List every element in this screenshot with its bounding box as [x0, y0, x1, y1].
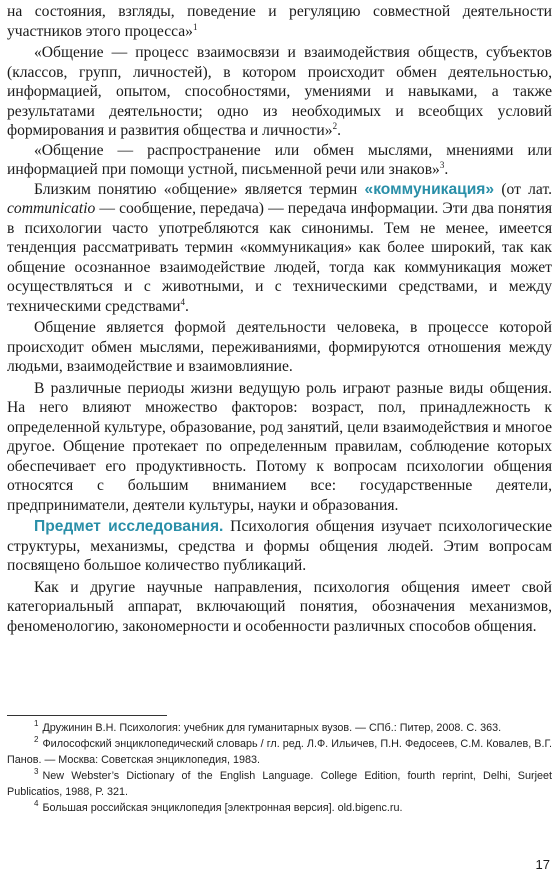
main-text	[7, 2, 552, 636]
paragraph-4: Близким понятию «общение» является термин «коммуникация» (от лат. communicatio — сообщение, передача) — передача информации. Эти два понятия в психологии часто употребляются как синонимы. Тем не менее, имеется тенденция рассматривать термин «коммуникация» как более широкий, так как общение осознанное взаимодействие людей, тогда как коммуникация может осуществляться и с животными, и с техническими средствами, и между техническими средствами$^4$.	[7, 180, 552, 315]
footnote-ref-3[interactable]: 3	[439, 159, 445, 170]
footnote-2: $^2$ Философский энциклопедический словарь / гл. ред. Л.Ф. Ильичев, П.Н. Федосеев, С.М. Ковалев, В.Г. Панов. — Москва: Советская энциклопедия, 1983.	[7, 735, 552, 766]
footnote-separator	[7, 715, 167, 716]
paragraph-1: на состояния, взгляды, поведение и регуляцию совместной деятельности участников этого процесса»$^1$	[7, 3, 552, 40]
page-number: 17	[535, 857, 550, 872]
paragraph-7: Предмет исследования. Психология общения изучает психологические структуры, механизмы, средства и формы общения людей. Этим вопросам посвящено большое количество публикаций.	[7, 518, 552, 574]
footnotes	[7, 720, 552, 816]
section-heading-subject: Предмет исследования.	[34, 518, 224, 535]
footnote-4: $^4$ Большая российская энциклопедия [электронная версия]. old.bigenc.ru.	[34, 799, 403, 814]
paragraph-2: «Общение — процесс взаимосвязи и взаимодействия обществ, субъектов (классов, групп, личностей), в котором происходит обмен деятельностью, информацией, опытом, способностями, умениями и навыками, а также результатами деятельности; одно из необходимых и всеобщих условий формирования и развития общества и личности»$^2$.	[7, 44, 552, 139]
paragraph-5: Общение является формой деятельности человека, в процессе которой происходит обмен мыслями, переживаниями, формируются отношения между людьми, взаимодействие и взаимовлияние.	[7, 319, 552, 375]
footnote-mark: 3	[34, 767, 39, 777]
footnote-mark: 1	[34, 719, 39, 729]
latin-word: communicatio	[7, 200, 96, 217]
paragraph-8: Как и другие научные направления, психология общения имеет свой категориальный аппарат, включающий понятия, обозначения механизмов, феноменологию, закономерности и особенности различных способов общения.	[7, 578, 552, 635]
paragraph-3: «Общение — распространение или обмен мыслями, мнениями или информацией при помощи устной, письменной речи или знаков»$^3$.	[7, 141, 552, 178]
footnote-ref-2[interactable]: 2	[332, 120, 338, 131]
footnote-ref-4[interactable]: 4	[180, 296, 186, 307]
footnote-mark: 2	[34, 735, 39, 745]
footnote-3: $^3$ New Webster’s Dictionary of the English Language. College Edition, fourth reprint, Delhi, Surjeet Publicatios, 1988, P. 321.	[7, 767, 552, 798]
footnote-1: $^1$ Дружинин В.Н. Психология: учебник для гуманитарных вузов. — СПб.: Питер, 2008. С. 363.	[34, 719, 502, 734]
paragraph-6: В различные периоды жизни ведущую роль играют разные виды общения. На него влияют множество факторов: возраст, пол, принадлежность к определенной культуре, образование, род занятий, цели взаимодействия и многое другое. Общение протекает по определенным правилам, соблюдение которых обеспечивает его продуктивность. Потому к вопросам психологии общения относятся с большим вниманием все: государственные деятели, предприниматели, деятели культуры, науки и образования.	[7, 379, 552, 514]
footnote-ref-1[interactable]: 1	[192, 21, 198, 32]
term-communication: «коммуникация»	[364, 180, 495, 198]
footnote-mark: 4	[34, 799, 39, 809]
